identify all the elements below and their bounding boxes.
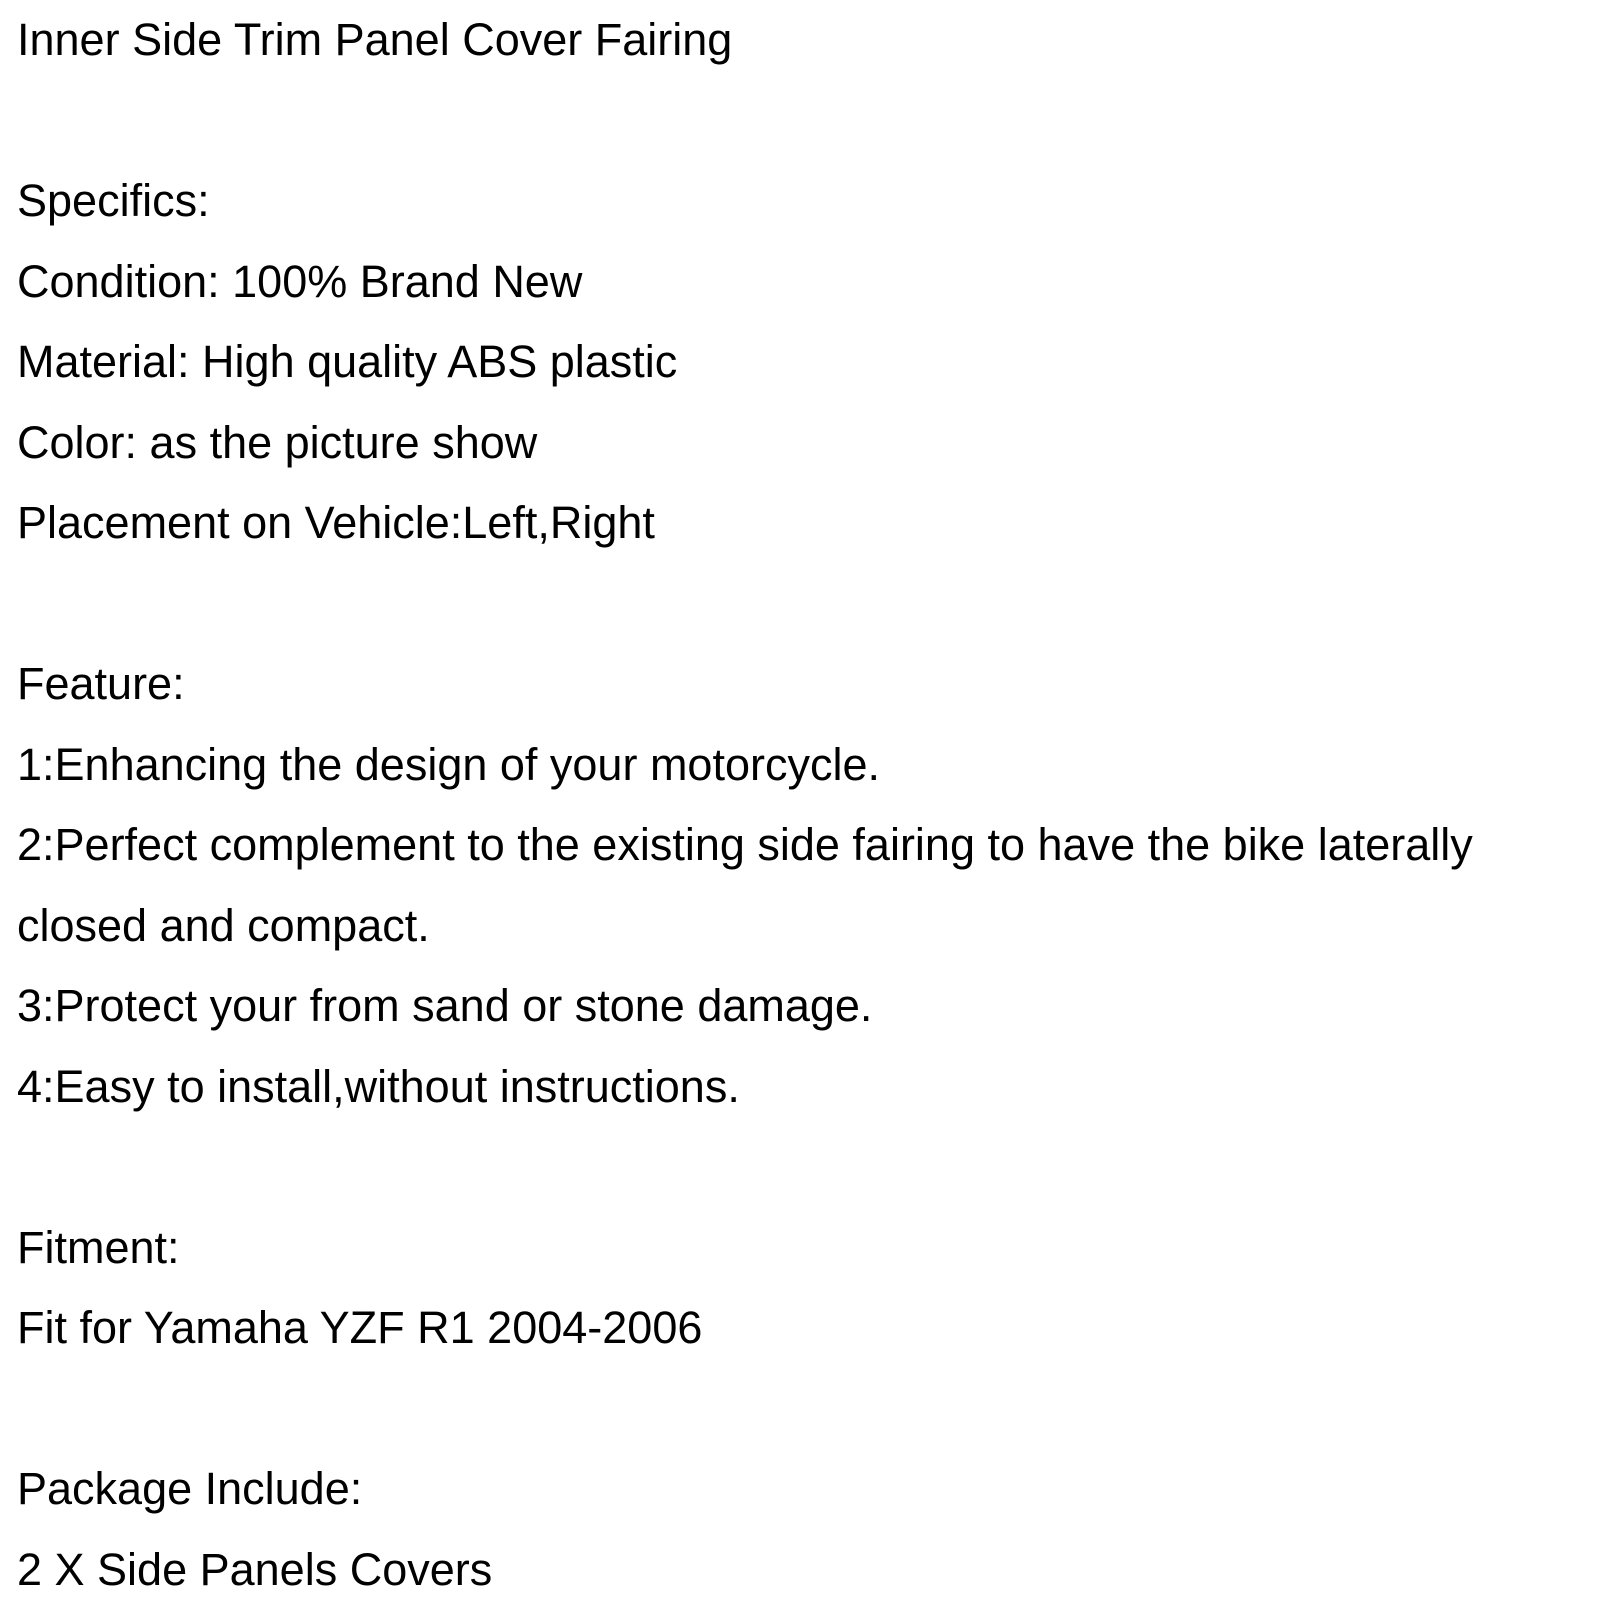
- feature-heading: Feature:: [17, 644, 1587, 725]
- package-text: 2 X Side Panels Covers: [17, 1530, 1587, 1610]
- spacer: [17, 564, 1587, 645]
- spacer: [17, 1127, 1587, 1208]
- feature-item: 3:Protect your from sand or stone damage.: [17, 966, 1587, 1047]
- feature-item: 2:Perfect complement to the existing side fairing to have the bike laterally closed and compact.: [17, 805, 1587, 966]
- feature-item: 4:Easy to install,without instructions.: [17, 1047, 1587, 1128]
- placement-line: Placement on Vehicle:Left,Right: [17, 483, 1587, 564]
- fitment-heading: Fitment:: [17, 1208, 1587, 1289]
- feature-item: 1:Enhancing the design of your motorcycle.: [17, 725, 1587, 806]
- material-line: Material: High quality ABS plastic: [17, 322, 1587, 403]
- fitment-text: Fit for Yamaha YZF R1 2004-2006: [17, 1288, 1587, 1369]
- spacer: [17, 1369, 1587, 1450]
- color-line: Color: as the picture show: [17, 403, 1587, 484]
- condition-line: Condition: 100% Brand New: [17, 242, 1587, 323]
- product-title: Inner Side Trim Panel Cover Fairing: [17, 0, 1587, 81]
- spacer: [17, 81, 1587, 162]
- product-description: [17, 0, 1587, 1610]
- specifics-heading: Specifics:: [17, 161, 1587, 242]
- package-heading: Package Include:: [17, 1449, 1587, 1530]
